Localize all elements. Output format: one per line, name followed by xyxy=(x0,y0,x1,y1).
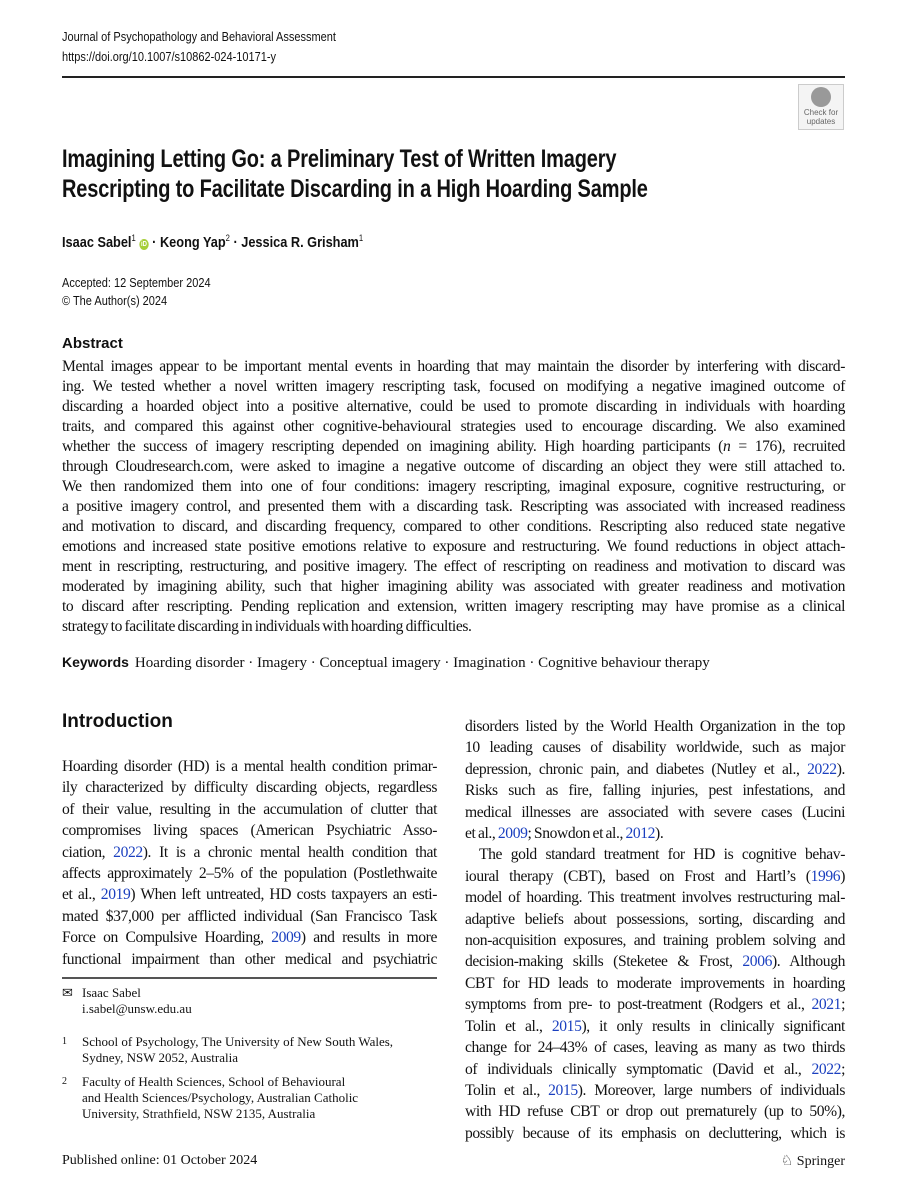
text-line: ing. We tested whether a novel written imagery rescripting task, focused on modifying a negative imagined outcome of xyxy=(62,378,845,395)
affiliation-2 xyxy=(62,1074,358,1122)
text-line: adaptive beliefs about possessions, sorting, discarding and xyxy=(465,910,845,928)
text-line: non-acquisition exposures, and training problem solving and xyxy=(465,932,845,950)
citation-link[interactable]: 2012 xyxy=(625,825,656,843)
text-line: et al., 2019) When left untreated, HD costs taxpayers an esti- xyxy=(62,886,437,904)
text-line: Hoarding disorder (HD) is a mental health condition primar- xyxy=(62,758,437,775)
text-line: change for 24–43% of cases, leaving as many as two thirds xyxy=(465,1039,845,1057)
text-line: The gold standard treatment for HD is cognitive behav- xyxy=(479,846,845,864)
published-date: Published online: 01 October 2024 xyxy=(62,1153,258,1168)
bookmark-icon xyxy=(811,87,831,107)
citation-link[interactable]: 2021 xyxy=(811,996,842,1014)
text-line: of their value, resulting in the accumulation of clutter that xyxy=(62,800,437,818)
correspondence xyxy=(62,985,192,1017)
keywords-label: Keywords xyxy=(62,654,129,670)
citation-link[interactable]: 2009 xyxy=(271,929,301,947)
journal-name: Journal of Psychopathology and Behavioral Assessment xyxy=(62,30,336,44)
text-line: CBT for HD leads to moderate improvements in hoarding xyxy=(465,974,845,992)
text-line: ioural therapy (CBT), based on Frost and Hartl’s (1996) xyxy=(465,867,845,885)
text-line: of individuals clinically symptomatic (David et al., 2022; xyxy=(465,1060,845,1078)
corresponding-author: Isaac Sabel xyxy=(82,985,141,1000)
text-line: moderated by imagining ability, such that higher imagining ability was associated with greater readiness and motivation xyxy=(62,578,845,595)
introduction-heading: Introduction xyxy=(62,711,173,732)
author-affiliation-mark: 1 xyxy=(131,233,136,243)
text-line: strategy to facilitate discarding in individuals with hoarding difficulties. xyxy=(62,618,472,635)
keywords xyxy=(62,654,710,672)
text-line: to discard after rescripting. Pending replication and extension, written imagery rescripting may have promise as a clinical xyxy=(62,598,845,615)
citation-link[interactable]: 2022 xyxy=(811,1060,842,1078)
text-line: and motivation to discard, and discarding frequency, compared to other conditions. Rescripting also reduced state negative xyxy=(62,518,845,535)
text-line: 10 leading causes of disability worldwide, such as major xyxy=(465,739,845,757)
text-line: We then randomized them into one of four conditions: imagery rescripting, imaginal exposure, cognitive restructuring, or xyxy=(62,478,845,495)
text-line: Force on Compulsive Hoarding, 2009) and results in more xyxy=(62,929,437,947)
introduction-left-column xyxy=(62,756,437,970)
text-line: possibly because of its emphasis on decluttering, which is xyxy=(465,1124,845,1142)
affiliation-line: and Health Sciences/Psychology, Australian Catholic xyxy=(82,1090,359,1105)
header-rule xyxy=(62,76,845,78)
author-affiliation-mark: 1 xyxy=(358,233,364,243)
keywords-text: Hoarding disorder · Imagery · Conceptual imagery · Imagination · Cognitive behaviour therapy xyxy=(134,655,710,671)
badge-text: updates xyxy=(806,117,836,126)
author-name[interactable]: Jessica R. Grisham xyxy=(241,234,359,251)
italic-text: n xyxy=(722,438,731,455)
text-line: discarding a hoarded object into a positive alternative, could be used to promote discarding in individuals with hoarding xyxy=(62,398,845,415)
email-link[interactable]: i.sabel@unsw.edu.au xyxy=(82,1001,192,1016)
author-separator: · xyxy=(229,234,242,251)
affiliation-mark: 1 xyxy=(62,1036,67,1047)
accepted-date: Accepted: 12 September 2024 xyxy=(62,276,211,290)
citation-link[interactable]: 2006 xyxy=(742,953,772,971)
citation-link[interactable]: 2015 xyxy=(548,1081,578,1099)
citation-link[interactable]: 2009 xyxy=(497,825,528,843)
publisher-name: Springer xyxy=(796,1154,845,1169)
affiliation-line: School of Psychology, The University of New South Wales, xyxy=(82,1034,394,1049)
author-name[interactable]: Keong Yap xyxy=(159,234,226,251)
envelope-icon: ✉ xyxy=(62,985,73,1000)
check-for-updates-badge[interactable] xyxy=(798,84,844,130)
citation-link[interactable]: 2019 xyxy=(100,886,131,904)
introduction-right-column xyxy=(465,716,845,1144)
text-line: et al., 2009; Snowdon et al., 2012). xyxy=(465,825,664,843)
footnote-rule xyxy=(62,977,437,979)
affiliation-mark: 2 xyxy=(62,1076,67,1087)
text-line: Tolin et al., 2015). Moreover, large numbers of individuals xyxy=(465,1081,845,1099)
author-separator: · xyxy=(148,234,160,251)
text-line: whether the success of imagery rescripting depended on imagining ability. High hoarding participants (n = 176), recruited xyxy=(62,438,845,455)
text-line: medical illnesses are associated with severe cases (Lucini xyxy=(465,803,845,821)
title-line: Rescripting to Facilitate Discarding in a High Hoarding Sample xyxy=(62,175,648,203)
text-line: compromises living spaces (American Psychiatric Asso- xyxy=(62,822,437,840)
title-line: Imagining Letting Go: a Preliminary Test of Written Imagery xyxy=(62,145,617,173)
affiliation-line: Faculty of Health Sciences, School of Behavioural xyxy=(82,1074,346,1089)
text-line: affects approximately 2–5% of the population (Postlethwaite xyxy=(62,865,437,883)
text-line: functional impairment than other medical and psychiatric xyxy=(62,950,437,968)
text-line: Mental images appear to be important mental events in hoarding that may maintain the disorder by interfering with discard- xyxy=(62,358,845,375)
text-line: mated $37,000 per afflicted individual (San Francisco Task xyxy=(62,907,437,925)
text-line: symptoms from pre- to post-treatment (Rodgers et al., 2021; xyxy=(465,996,845,1014)
author-name[interactable]: Isaac Sabel xyxy=(62,234,132,251)
citation-link[interactable]: 2022 xyxy=(807,760,837,778)
publisher-logo xyxy=(781,1153,845,1170)
abstract-heading: Abstract xyxy=(62,335,123,352)
text-line: traits, and compared this against other cognitive-behavioural strategies used to encourage discarding. We also examined xyxy=(62,418,845,435)
citation-link[interactable]: 1996 xyxy=(810,867,841,885)
affiliation-line: University, Strathfield, NSW 2135, Australia xyxy=(82,1106,316,1121)
doi-link[interactable]: https://doi.org/10.1007/s10862-024-10171-y xyxy=(62,50,277,64)
copyright: © The Author(s) 2024 xyxy=(62,294,168,308)
article-title xyxy=(62,144,648,204)
orcid-icon[interactable]: iD xyxy=(140,241,147,248)
citation-link[interactable]: 2022 xyxy=(113,843,143,861)
text-line: disorders listed by the World Health Organization in the top xyxy=(465,718,845,735)
text-line: ciation, 2022). It is a chronic mental health condition that xyxy=(62,843,437,861)
author-affiliation-mark: 2 xyxy=(225,233,230,243)
citation-link[interactable]: 2015 xyxy=(551,1017,582,1035)
abstract-text xyxy=(62,357,845,637)
text-line: depression, chronic pain, and diabetes (Nutley et al., 2022). xyxy=(465,760,845,778)
springer-horse-icon: ♘ xyxy=(780,1154,797,1169)
text-line: ment in rescripting, restructuring, and positive imagery. The effect of rescripting on readiness and motivation to discard was xyxy=(62,558,845,575)
text-line: emotions and increased state positive emotions relative to exposure and restructuring. We found reductions in object attach- xyxy=(62,538,845,555)
text-line: Risks such as fire, falling injuries, pest infestations, and xyxy=(465,782,845,800)
text-line: ily characterized by difficulty discarding objects, regardless xyxy=(62,779,437,797)
text-line: a positive imagery control, and presented them with a discarding task. Rescripting was associated with increased readiness xyxy=(62,498,845,515)
text-line: Tolin et al., 2015), it only results in clinically significant xyxy=(465,1017,845,1035)
text-line: decision-making skills (Steketee & Frost, 2006). Although xyxy=(465,953,845,971)
affiliation-1 xyxy=(62,1034,393,1066)
author-list xyxy=(62,233,363,251)
text-line: model of hoarding. This treatment involves restructuring mal- xyxy=(465,889,845,907)
badge-text: Check for xyxy=(803,108,839,117)
text-line: with HD refuse CBT or drop out prematurely (up to 50%), xyxy=(465,1103,845,1121)
affiliation-line: Sydney, NSW 2052, Australia xyxy=(82,1050,238,1065)
text-line: through Cloudresearch.com, were asked to imagine a negative outcome of discarding an object they were still attached to. xyxy=(62,458,845,475)
